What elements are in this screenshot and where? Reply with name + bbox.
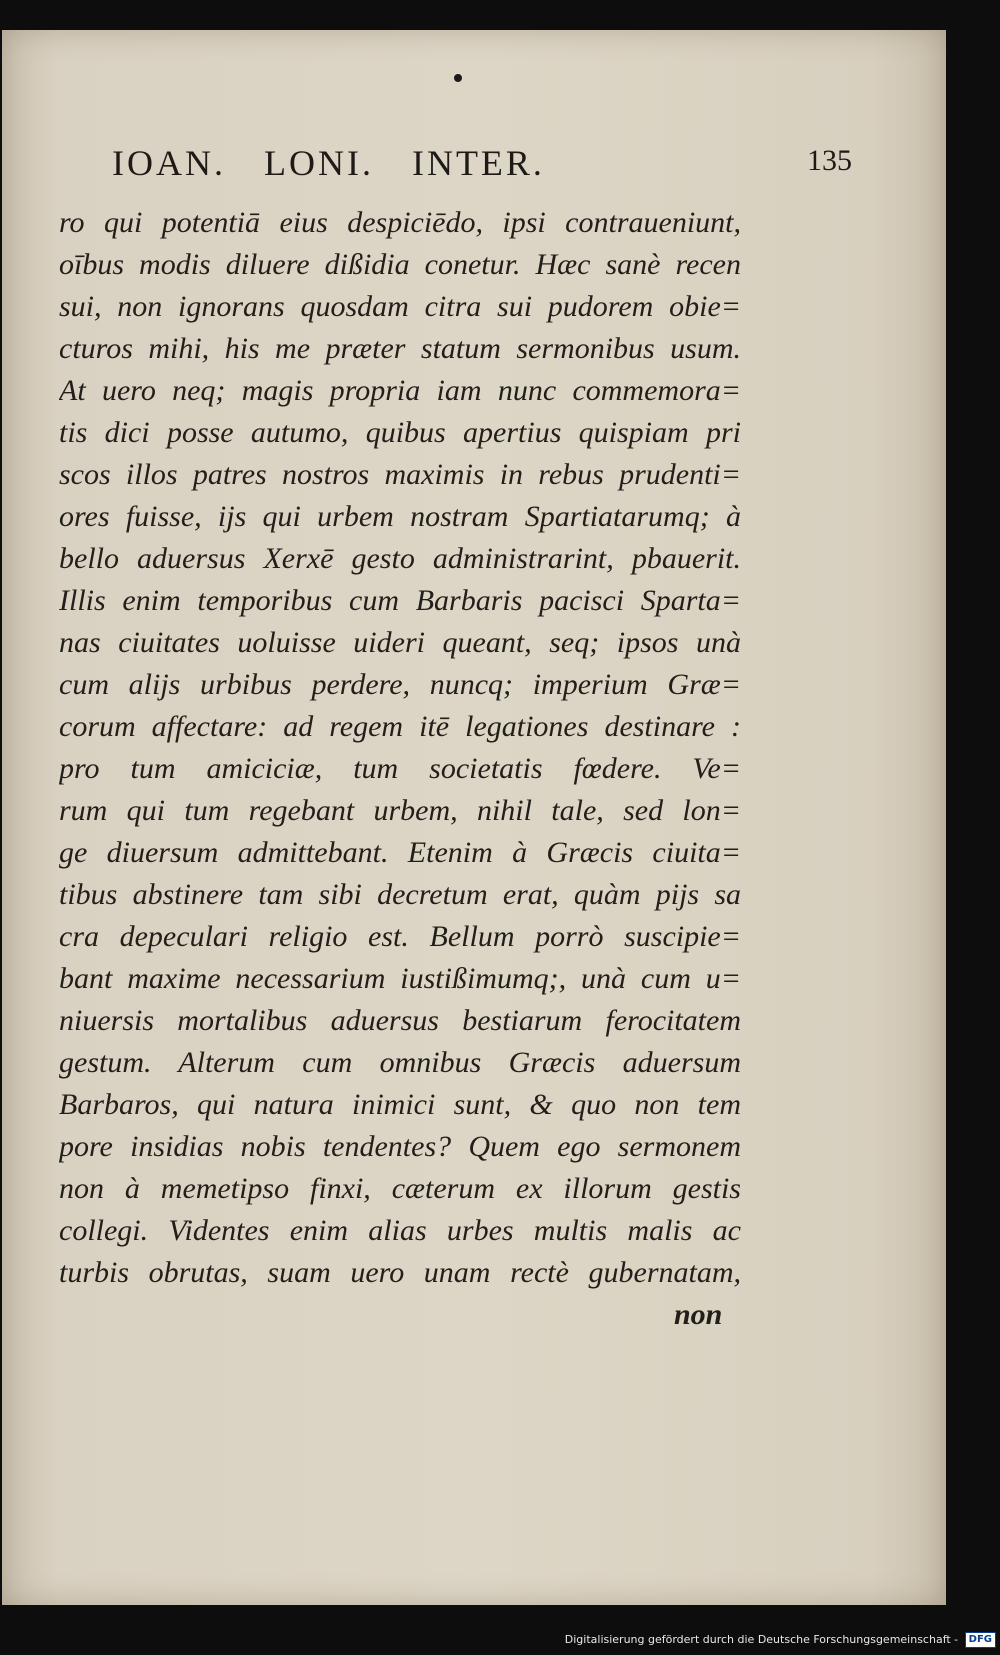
text-line: Illis enim temporibus cum Barbaris pacisci Sparta= (59, 584, 741, 617)
catchword: non (674, 1298, 723, 1331)
text-line: tis dici posse autumo, quibus apertius quispiam pri (59, 416, 741, 449)
text-line: scos illos patres nostros maximis in rebus prudenti= (59, 458, 741, 491)
book-page (2, 30, 946, 1605)
text-line: ro qui potentiā eius despiciēdo, ipsi contraueniunt, (59, 206, 741, 239)
text-line: ores fuisse, ijs qui urbem nostram Spartiatarumq; à (59, 500, 741, 533)
text-line: cum alijs urbibus perdere, nuncq; imperium Græ= (59, 668, 741, 701)
text-line: bello aduersus Xerxē gesto administrarint, pbauerit. (59, 542, 741, 575)
text-line: At uero neq; magis propria iam nunc commemora= (59, 374, 741, 407)
running-head: IOAN. LONI. INTER. (112, 143, 545, 183)
text-line: cturos mihi, his me præter statum sermonibus usum. (59, 332, 741, 365)
text-line: niuersis mortalibus aduersus bestiarum ferocitatem (59, 1004, 741, 1037)
text-line: pore insidias nobis tendentes? Quem ego sermonem (59, 1130, 741, 1163)
digitization-credit (0, 1628, 996, 1652)
text-line: rum qui tum regebant urbem, nihil tale, sed lon= (59, 794, 741, 827)
text-line: pro tum amiciciæ, tum societatis fœdere. Ve= (59, 752, 741, 785)
text-line: gestum. Alterum cum omnibus Græcis aduersum (59, 1046, 741, 1079)
text-line: Barbaros, qui natura inimici sunt, & quo non tem (59, 1088, 741, 1121)
text-line: tibus abstinere tam sibi decretum erat, quàm pijs sa (59, 878, 741, 911)
dfg-logo-icon: DFG (965, 1632, 996, 1648)
page-header (112, 142, 852, 192)
text-line: oībus modis diluere dißidia conetur. Hæc sanè recen (59, 248, 741, 281)
page-number: 135 (807, 144, 852, 177)
text-line: nas ciuitates uoluisse uideri queant, seq; ipsos unà (59, 626, 741, 659)
text-line: ge diuersum admittebant. Etenim à Græcis ciuita= (59, 836, 741, 869)
text-line: sui, non ignorans quosdam citra sui pudorem obie= (59, 290, 741, 323)
printer-mark (454, 74, 462, 82)
body-text (59, 202, 741, 1294)
credit-text: Digitalisierung gefördert durch die Deutsche Forschungsgemeinschaft - (564, 1633, 959, 1646)
text-line: collegi. Videntes enim alias urbes multis malis ac (59, 1214, 741, 1247)
text-line: corum affectare: ad regem itē legationes destinare : (59, 710, 741, 743)
text-line: bant maxime necessarium iustißimumq;, unà cum u= (59, 962, 741, 995)
text-line: cra depeculari religio est. Bellum porrò suscipie= (59, 920, 741, 953)
text-line: turbis obrutas, suam uero unam rectè gubernatam, (59, 1256, 741, 1289)
text-line: non à memetipso finxi, cæterum ex illorum gestis (59, 1172, 741, 1205)
